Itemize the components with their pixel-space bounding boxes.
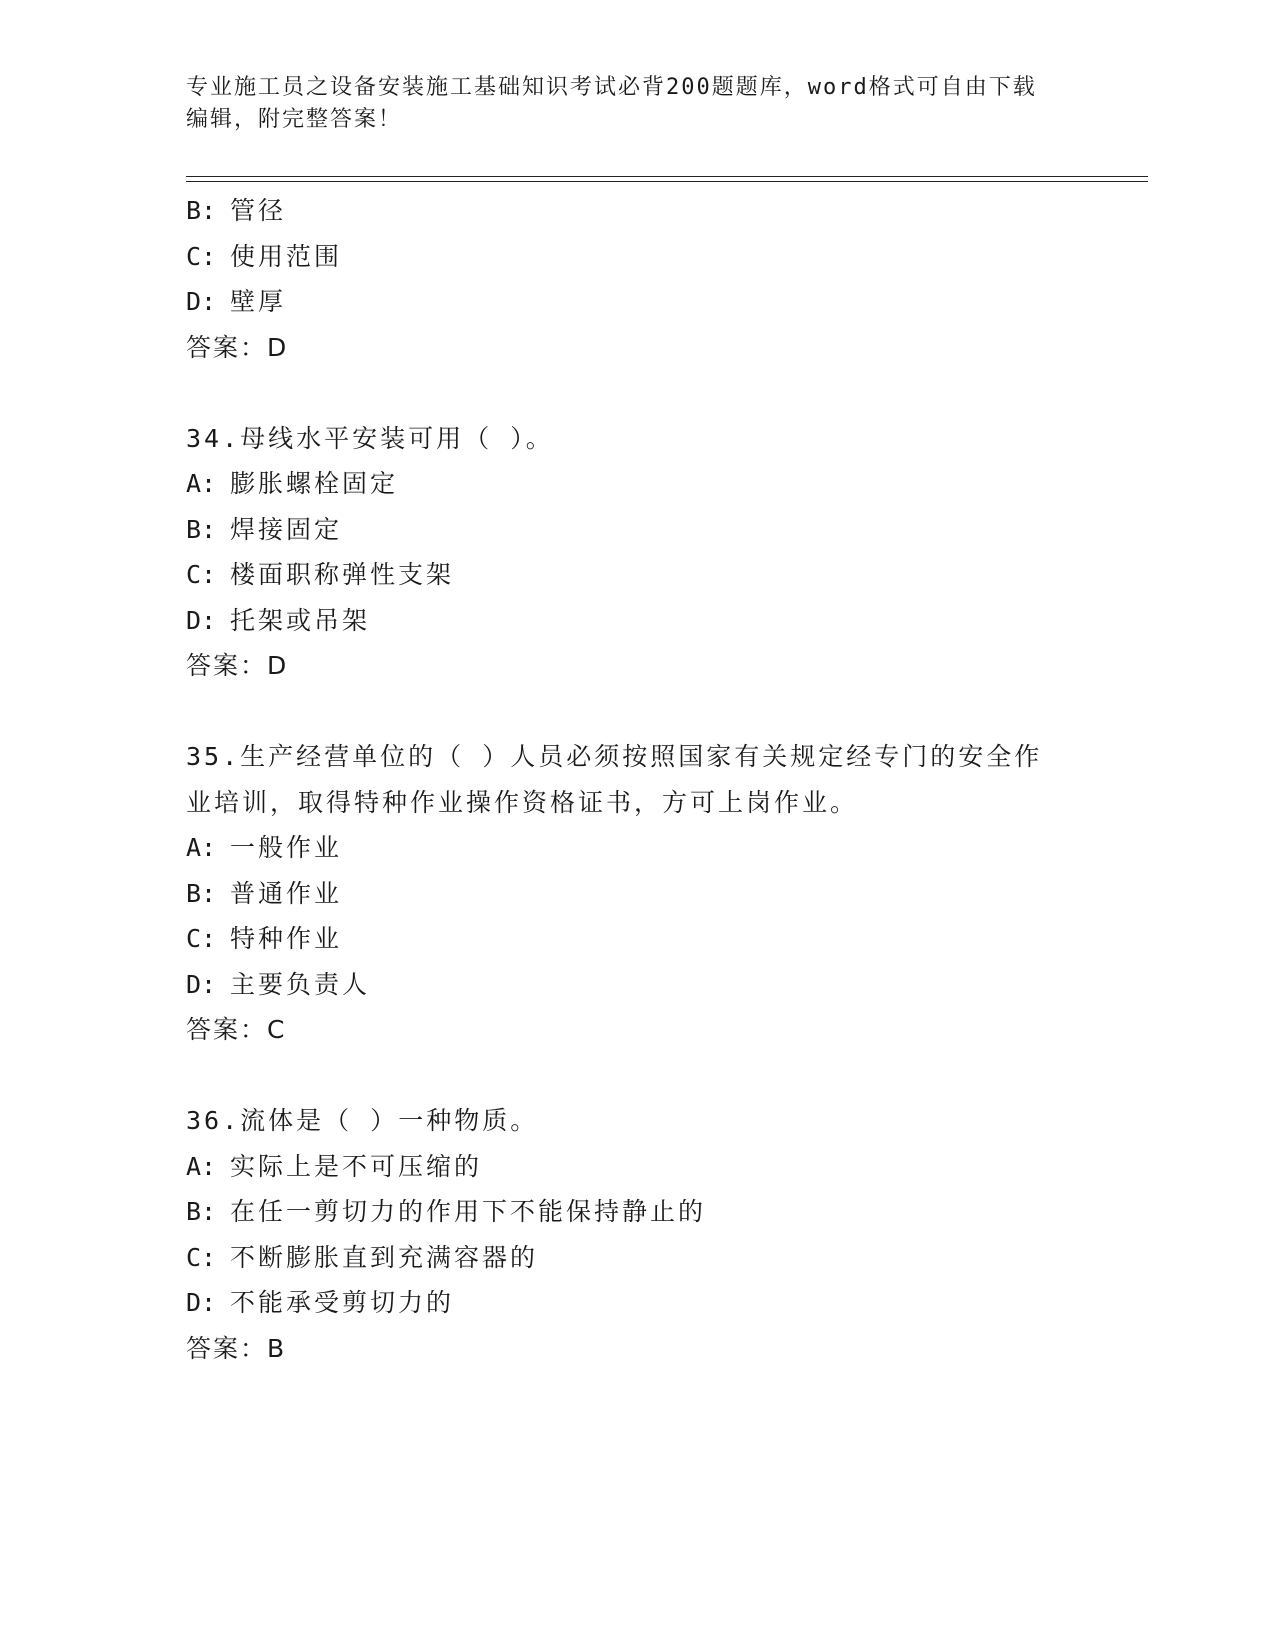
option-b: [186, 507, 1086, 553]
question-block-34: [186, 416, 1086, 689]
option-text: 实际上是不可压缩的: [230, 1151, 483, 1181]
question-stem: 34.母线水平安装可用（ ）。: [186, 423, 554, 453]
question-block-36: [186, 1098, 1086, 1371]
option-text: 一般作业: [230, 833, 343, 862]
header-title-line-1: 专业施工员之设备安装施工基础知识考试必背200题题库，word格式可自由下载: [186, 75, 1037, 100]
question-list: [186, 188, 1086, 1371]
option-b: [186, 1189, 1086, 1235]
option-label: A:: [186, 833, 217, 862]
answer-line: 答案：D: [186, 332, 289, 362]
option-text: 特种作业: [230, 924, 343, 953]
question-block-prev: [186, 188, 1086, 370]
question-stem: 35.生产经营单位的（ ）人员必须按照国家有关规定经专门的安全作: [186, 742, 1043, 771]
option-text: 膨胀螺栓固定: [230, 469, 399, 498]
option-text: 不断膨胀直到充满容器的: [230, 1242, 539, 1272]
header-title-line-2: 编辑，附完整答案！: [186, 107, 403, 132]
option-label: A:: [186, 1151, 217, 1181]
question-stem-continued: 业培训，取得特种作业操作资格证书，方可上岗作业。: [186, 787, 859, 817]
option-label: B:: [186, 878, 217, 908]
answer-line: 答案：C: [186, 1015, 287, 1044]
header-divider-bottom: [186, 181, 1148, 182]
option-label: C:: [186, 1242, 217, 1272]
question-stem: 36.流体是（ ）一种物质。: [186, 1106, 539, 1135]
question-block-35: [186, 734, 1086, 1053]
option-text: 在任一剪切力的作用下不能保持静止的: [230, 1197, 707, 1226]
answer-line: 答案：B: [186, 1333, 287, 1363]
option-a: [186, 461, 1086, 507]
option-label: B:: [186, 196, 217, 225]
option-label: A:: [186, 469, 217, 498]
option-label: D:: [186, 287, 217, 316]
option-a: [186, 825, 1086, 871]
option-d: [186, 962, 1086, 1008]
option-d: [186, 279, 1086, 325]
option-text: 普通作业: [230, 878, 343, 908]
option-label: B:: [186, 514, 217, 544]
option-a: [186, 1144, 1086, 1190]
option-c: [186, 1235, 1086, 1281]
spacer: [186, 689, 1086, 735]
option-label: C:: [186, 924, 217, 953]
option-text: 托架或吊架: [230, 605, 371, 635]
option-label: C:: [186, 560, 217, 589]
option-b: [186, 871, 1086, 917]
option-text: 不能承受剪切力的: [230, 1288, 455, 1317]
option-d: [186, 598, 1086, 644]
document-header: [186, 72, 1086, 136]
option-label: C:: [186, 241, 217, 271]
option-text: 主要负责人: [230, 969, 371, 999]
option-text: 楼面职称弹性支架: [230, 560, 455, 589]
option-label: D:: [186, 605, 217, 635]
option-text: 管径: [230, 196, 287, 225]
option-d: [186, 1280, 1086, 1326]
option-label: D:: [186, 1288, 217, 1317]
option-label: B:: [186, 1197, 217, 1226]
spacer: [186, 370, 1086, 416]
option-text: 使用范围: [230, 241, 343, 271]
spacer: [186, 1053, 1086, 1099]
option-c: [186, 552, 1086, 598]
option-c: [186, 916, 1086, 962]
option-b: [186, 188, 1086, 234]
option-text: 壁厚: [230, 287, 287, 316]
header-divider-top: [186, 176, 1148, 177]
option-label: D:: [186, 969, 217, 999]
option-c: [186, 234, 1086, 280]
answer-line: 答案：D: [186, 651, 289, 680]
option-text: 焊接固定: [230, 514, 343, 544]
